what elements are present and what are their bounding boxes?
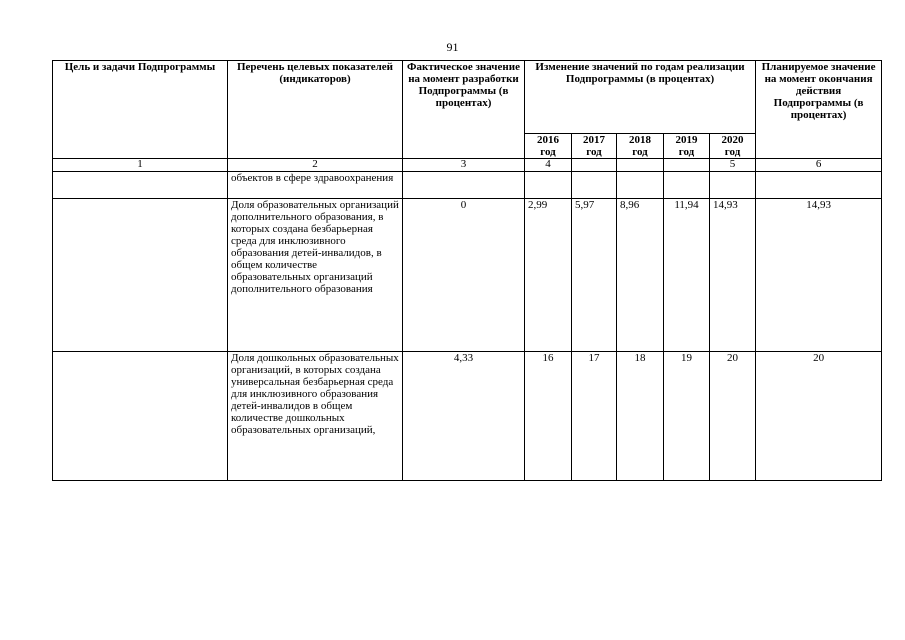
actual-cell: 0 <box>403 199 525 352</box>
planned-cell: 14,93 <box>756 199 882 352</box>
actual-cell: 4,33 <box>403 352 525 481</box>
goal-cell <box>53 352 228 481</box>
goal-cell <box>53 199 228 352</box>
header-year-2017: 2017 год <box>572 134 617 159</box>
year-2018-cell: 8,96 <box>617 199 664 352</box>
column-number-1: 1 <box>53 159 228 172</box>
indicator-cell: Доля образовательных организаций дополнительного образования, в которых создана безбарьерная среда для инклюзивного образования детей-инвалидов, в общем количестве образовательных организаций дополнительного образования <box>228 199 403 352</box>
actual-cell <box>403 172 525 199</box>
indicator-cell: Доля дошкольных образовательных организаций, в которых создана универсальная безбарьерная среда для инклюзивного образования детей-инвалидов в общем количестве дошкольных образовательных организаций, <box>228 352 403 481</box>
goal-cell <box>53 172 228 199</box>
column-number-row <box>53 159 882 172</box>
table-row <box>53 352 882 481</box>
column-number-empty-2 <box>617 159 664 172</box>
column-number-5: 5 <box>710 159 756 172</box>
header-planned: Планируемое значение на момент окончания действия Подпрограммы (в процентах) <box>756 61 882 159</box>
header-row <box>53 61 882 134</box>
header-year-2019: 2019 год <box>664 134 710 159</box>
column-number-empty-3 <box>664 159 710 172</box>
column-number-2: 2 <box>228 159 403 172</box>
year-2017-cell: 17 <box>572 352 617 481</box>
year-2017-cell <box>572 172 617 199</box>
column-number-empty-1 <box>572 159 617 172</box>
year-2018-cell <box>617 172 664 199</box>
header-year-2020: 2020 год <box>710 134 756 159</box>
year-2019-cell <box>664 172 710 199</box>
column-number-3: 3 <box>403 159 525 172</box>
planned-cell <box>756 172 882 199</box>
header-year-2018: 2018 год <box>617 134 664 159</box>
header-goal: Цель и задачи Подпрограммы <box>53 61 228 159</box>
page-number: 91 <box>446 40 459 54</box>
year-2016-cell: 2,99 <box>525 199 572 352</box>
year-2020-cell: 20 <box>710 352 756 481</box>
header-change: Изменение значений по годам реализации Подпрограммы (в процентах) <box>525 61 756 134</box>
planned-cell: 20 <box>756 352 882 481</box>
column-number-4: 4 <box>525 159 572 172</box>
year-2016-cell: 16 <box>525 352 572 481</box>
year-2016-cell <box>525 172 572 199</box>
year-2018-cell: 18 <box>617 352 664 481</box>
year-2017-cell: 5,97 <box>572 199 617 352</box>
year-2019-cell: 11,94 <box>664 199 710 352</box>
column-number-6: 6 <box>756 159 882 172</box>
table-row <box>53 199 882 352</box>
header-indicators: Перечень целевых показателей (индикаторов) <box>228 61 403 159</box>
header-actual: Фактическое значение на момент разработки Подпрограммы (в процентах) <box>403 61 525 159</box>
year-2019-cell: 19 <box>664 352 710 481</box>
table-row <box>53 172 882 199</box>
year-2020-cell <box>710 172 756 199</box>
indicator-cell: объектов в сфере здравоохранения <box>228 172 403 199</box>
year-2020-cell: 14,93 <box>710 199 756 352</box>
header-year-2016: 2016 год <box>525 134 572 159</box>
indicators-table <box>52 60 882 481</box>
